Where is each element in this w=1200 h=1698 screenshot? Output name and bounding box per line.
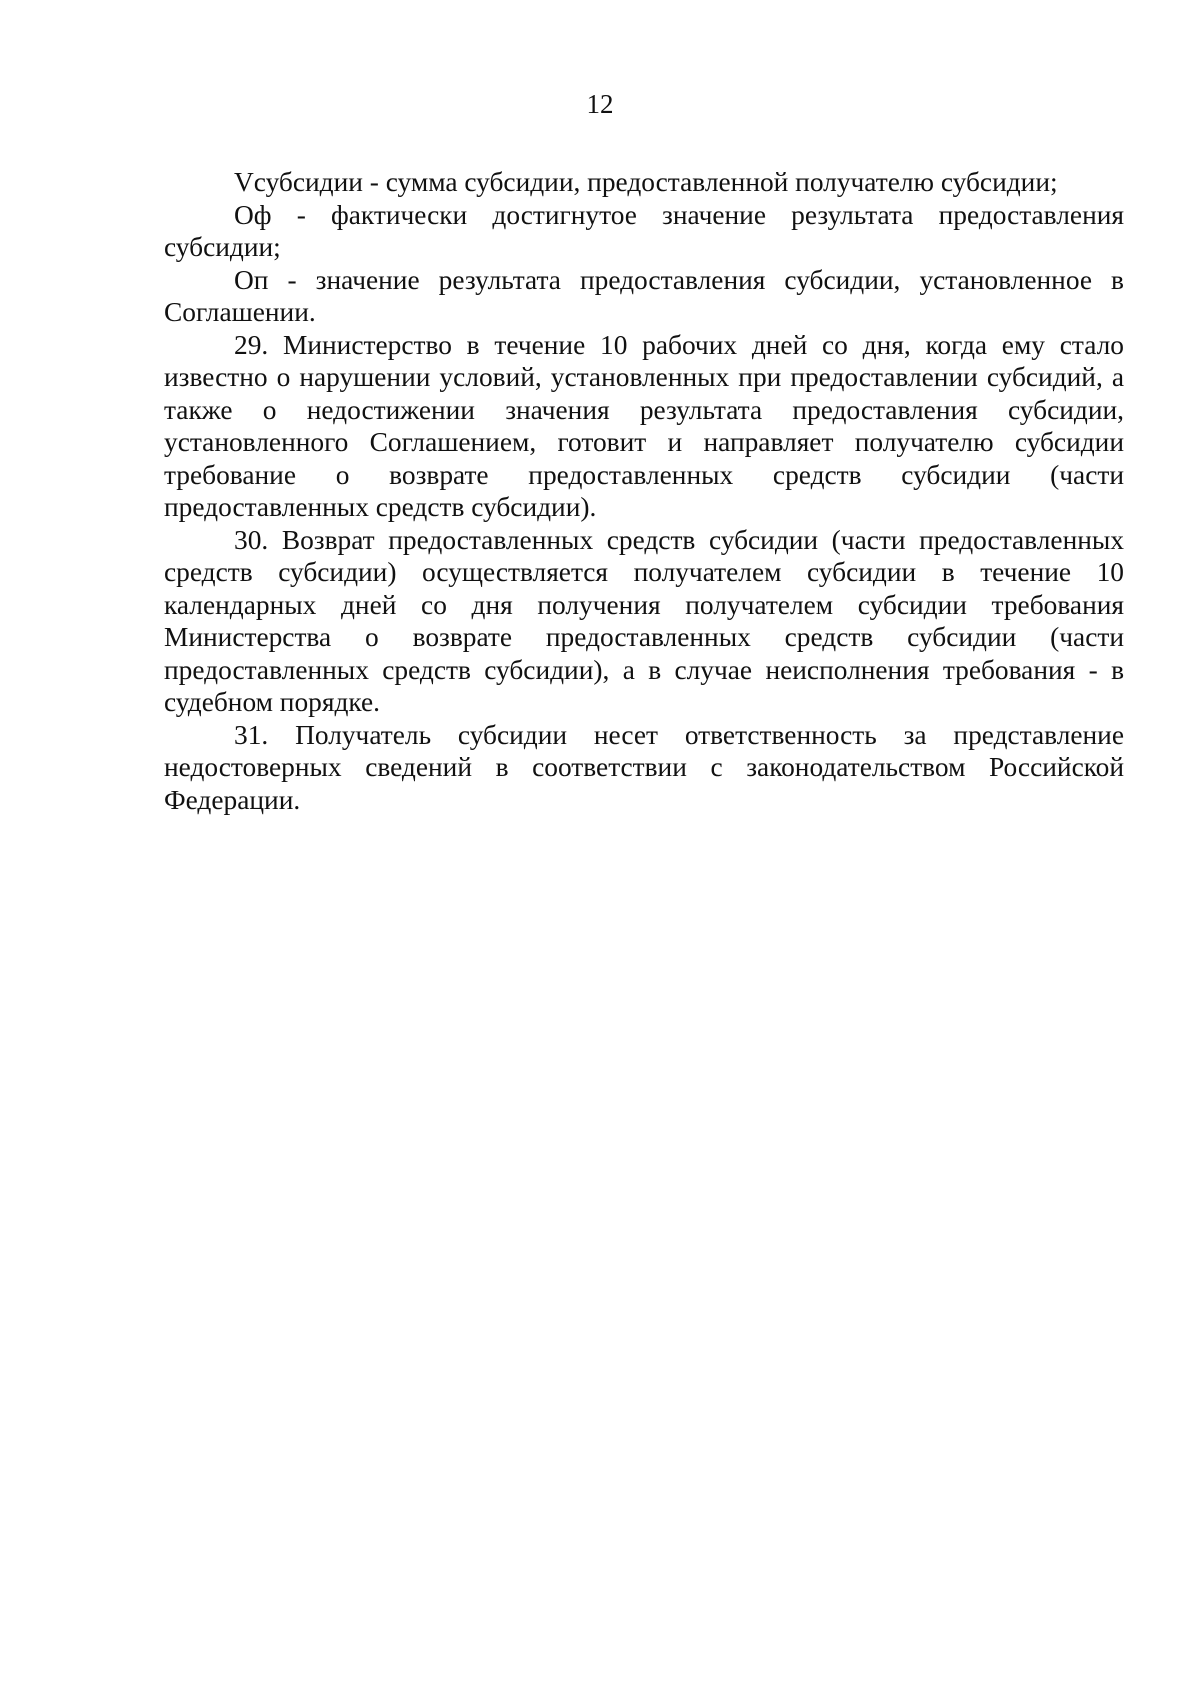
document-body — [164, 166, 1124, 816]
definition-v-subsidy: Vсубсидии - сумма субсидии, предоставленной получателю субсидии; — [234, 167, 1058, 197]
definition-op: Оп - значение результата предоставления субсидии, установленное в Соглашении. — [164, 264, 1124, 327]
page-number: 12 — [586, 89, 614, 119]
clause-30: 30. Возврат предоставленных средств субсидии (части предоставленных средств субсидии) осуществляется получателем субсидии в течение 10 календарных дней со дня получения получателем субсидии требования Министерства о возврате предоставленных средств субсидии (части предоставленных средств субсидии), а в случае неисполнения требования - в судебном порядке. — [164, 524, 1124, 717]
definition-of: Оф - фактически достигнутое значение результата предоставления субсидии; — [164, 199, 1124, 262]
clause-31: 31. Получатель субсидии несет ответственность за представление недостоверных сведений в соответствии с законодательством Российской Федерации. — [164, 719, 1124, 815]
clause-29: 29. Министерство в течение 10 рабочих дней со дня, когда ему стало известно о нарушении условий, установленных при предоставлении субсидий, а также о недостижении значения результата предоставления субсидии, установленного Соглашением, готовит и направляет получателю субсидии требование о возврате предоставленных средств субсидии (части предоставленных средств субсидии). — [164, 329, 1124, 522]
